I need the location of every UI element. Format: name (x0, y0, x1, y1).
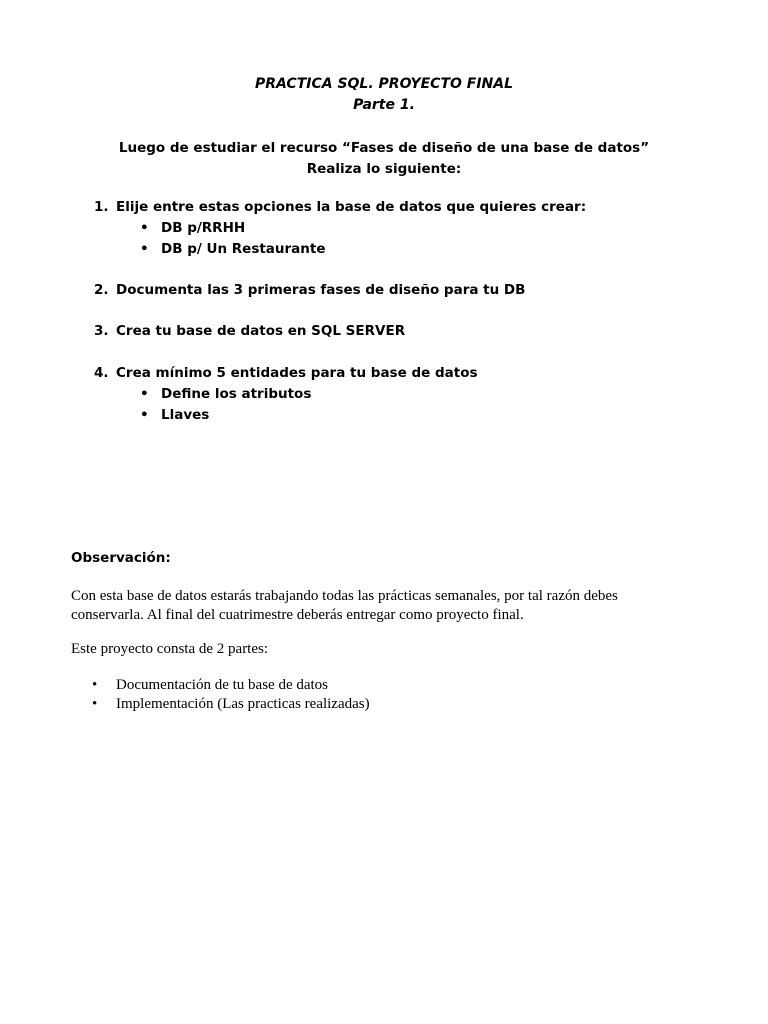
task-number: 3. (94, 323, 109, 339)
bullet-icon: • (92, 696, 98, 712)
task-text: Elije entre estas opciones la base de datos que quieres crear: (116, 199, 587, 215)
observation-paragraph: Con esta base de datos estarás trabajando todas las prácticas semanales, por tal razón debes conservarla. Al final del cuatrimestre deberás entregar como proyecto final. (71, 588, 618, 623)
task-1-subitem-1 (140, 220, 245, 236)
task-1-subitem-2 (140, 241, 326, 257)
bullet-icon: • (140, 407, 149, 423)
task-item-4 (94, 365, 478, 381)
task-4-subitem-2 (140, 407, 209, 423)
bullet-icon: • (92, 677, 98, 693)
task-item-3 (94, 323, 405, 339)
subitem-text: Define los atributos (161, 386, 312, 402)
task-4-subitem-1 (140, 386, 311, 402)
parts-intro-paragraph: Este proyecto consta de 2 partes: (71, 641, 269, 657)
subitem-text: DB p/RRHH (161, 220, 246, 236)
task-text: Crea mínimo 5 entidades para tu base de datos (116, 365, 478, 381)
list-item-text: Documentación de tu base de datos (116, 677, 329, 693)
subitem-text: DB p/ Un Restaurante (161, 241, 326, 257)
observation-heading: Observación: (71, 550, 171, 566)
task-item-1 (94, 199, 586, 215)
parts-list-item-2 (92, 696, 370, 713)
document-title: PRACTICA SQL. PROYECTO FINAL (254, 76, 514, 92)
subitem-text: Llaves (161, 407, 210, 423)
bullet-icon: • (140, 220, 149, 236)
bullet-icon: • (140, 386, 149, 402)
task-number: 2. (94, 282, 109, 298)
bullet-icon: • (140, 241, 149, 257)
intro-paragraph: Luego de estudiar el recurso “Fases de diseño de una base de datos” Realiza lo siguiente: (118, 140, 650, 177)
task-number: 4. (94, 365, 109, 381)
task-text: Documenta las 3 primeras fases de diseño para tu DB (116, 282, 526, 298)
task-item-2 (94, 282, 525, 298)
task-number: 1. (94, 199, 109, 215)
task-text: Crea tu base de datos en SQL SERVER (116, 323, 406, 339)
parts-list-item-1 (92, 677, 328, 694)
document-subtitle: Parte 1. (353, 97, 415, 113)
list-item-text: Implementación (Las practicas realizadas) (116, 696, 370, 712)
